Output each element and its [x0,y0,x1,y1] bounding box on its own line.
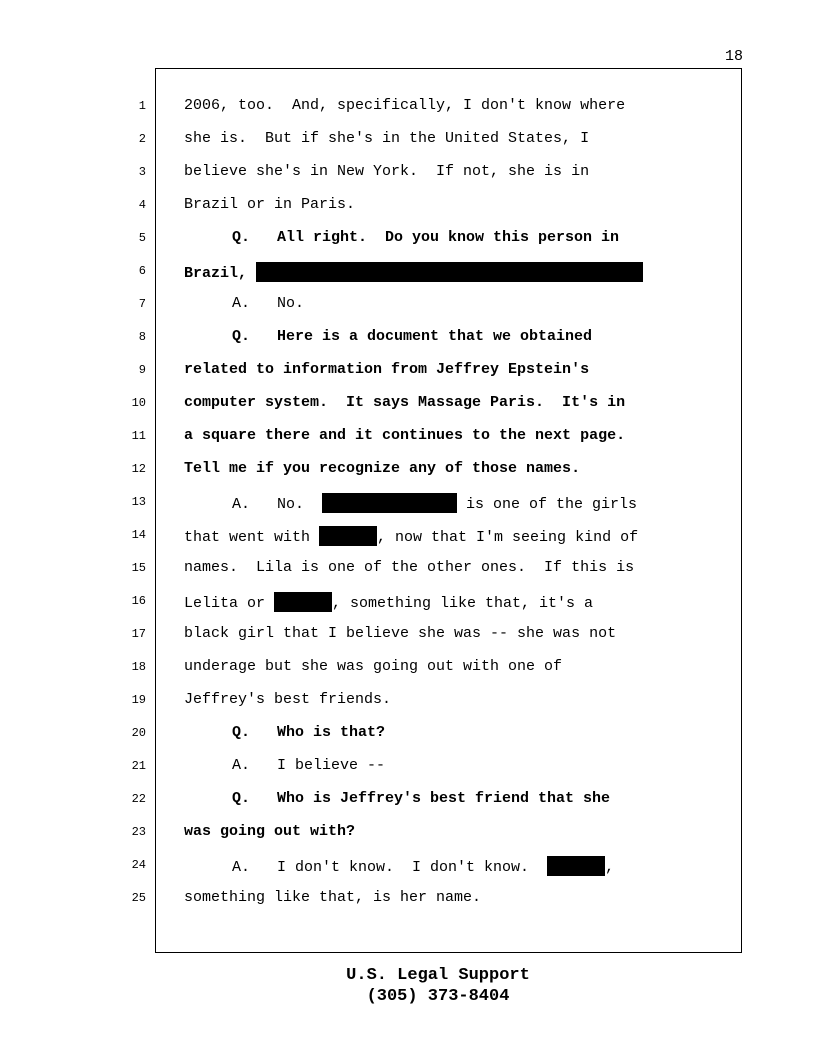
line-number: 19 [131,693,146,707]
line-number: 5 [138,231,146,245]
question-line [184,361,589,379]
question-line [232,790,610,808]
transcript-line [184,658,562,676]
question-line [232,724,385,742]
answer-line [232,295,304,313]
line-text: A. I don't know. I don't know. [232,859,548,876]
question-line [184,394,625,412]
transcript-line [184,592,593,613]
line-text: Tell me if you recognize any of those names. [184,460,581,477]
line-text: something like that, is her name. [184,889,482,906]
transcript-line [184,889,481,907]
line-text: related to information from Jeffrey Epstein's [184,361,590,378]
transcript-line [184,196,355,214]
line-number: 24 [131,858,146,872]
line-text: 2006, too. And, specifically, I don't know where [184,97,626,114]
line-number: 18 [131,660,146,674]
line-number: 21 [131,759,146,773]
redaction-bar [274,592,332,612]
line-number: 17 [131,627,146,641]
transcript-line [184,130,589,148]
line-text: Lelita or [184,595,275,612]
redaction-bar [547,856,605,876]
line-text: was going out with? [184,823,356,840]
question-line [232,328,592,346]
line-text: underage but she was going out with one of [184,658,563,675]
line-text: Jeffrey's best friends. [184,691,392,708]
transcript-line [184,559,634,577]
redaction-bar [319,526,377,546]
line-number: 22 [131,792,146,806]
line-text: Brazil, [184,265,257,282]
line-text: she is. But if she's in the United States, I [184,130,590,147]
question-line [184,262,643,283]
line-text: names. Lila is one of the other ones. If this is [184,559,635,576]
line-number: 1 [138,99,146,113]
line-text: A. No. [232,295,305,312]
line-text: that went with [184,529,320,546]
line-number: 8 [138,330,146,344]
transcript-line [184,691,391,709]
question-line [184,460,580,478]
line-number: 2 [138,132,146,146]
line-text: black girl that I believe she was -- she was not [184,625,617,642]
line-number: 10 [131,396,146,410]
line-text: , now that I'm seeing kind of [377,529,639,546]
line-number: 20 [131,726,146,740]
transcript-line [184,97,625,115]
line-text: Brazil or in Paris. [184,196,356,213]
line-text: Q. Here is a document that we obtained [232,328,593,345]
line-text: A. No. [232,496,323,513]
line-text: , something like that, it's a [332,595,594,612]
line-number: 14 [131,528,146,542]
line-text: a square there and it continues to the next page. [184,427,626,444]
line-number: 4 [138,198,146,212]
line-number: 15 [131,561,146,575]
line-text: A. I believe -- [232,757,386,774]
line-number: 13 [131,495,146,509]
line-number: 12 [131,462,146,476]
line-number: 9 [138,363,146,377]
line-text: computer system. It says Massage Paris. It's in [184,394,626,411]
line-text: , [605,859,615,876]
line-number: 6 [138,264,146,278]
redaction-bar [256,262,643,282]
transcript-line [184,625,616,643]
line-text: is one of the girls [457,496,638,513]
question-line [184,427,625,445]
footer-phone: (305) 373-8404 [366,987,510,1006]
transcript-line [184,163,589,181]
line-number: 25 [131,891,146,905]
line-text: believe she's in New York. If not, she is in [184,163,590,180]
line-number: 23 [131,825,146,839]
question-line [184,823,355,841]
line-text: Q. All right. Do you know this person in [232,229,620,246]
line-number: 11 [131,429,146,443]
line-number: 16 [131,594,146,608]
page-number: 18 [724,48,743,65]
answer-line [232,757,385,775]
line-number: 3 [138,165,146,179]
line-text: Q. Who is Jeffrey's best friend that she [232,790,611,807]
line-number: 7 [138,297,146,311]
redaction-bar [322,493,457,513]
answer-line [232,856,614,877]
footer-company: U.S. Legal Support [346,966,530,985]
transcript-line [184,526,638,547]
line-text: Q. Who is that? [232,724,386,741]
answer-line [232,493,637,514]
question-line [232,229,619,247]
